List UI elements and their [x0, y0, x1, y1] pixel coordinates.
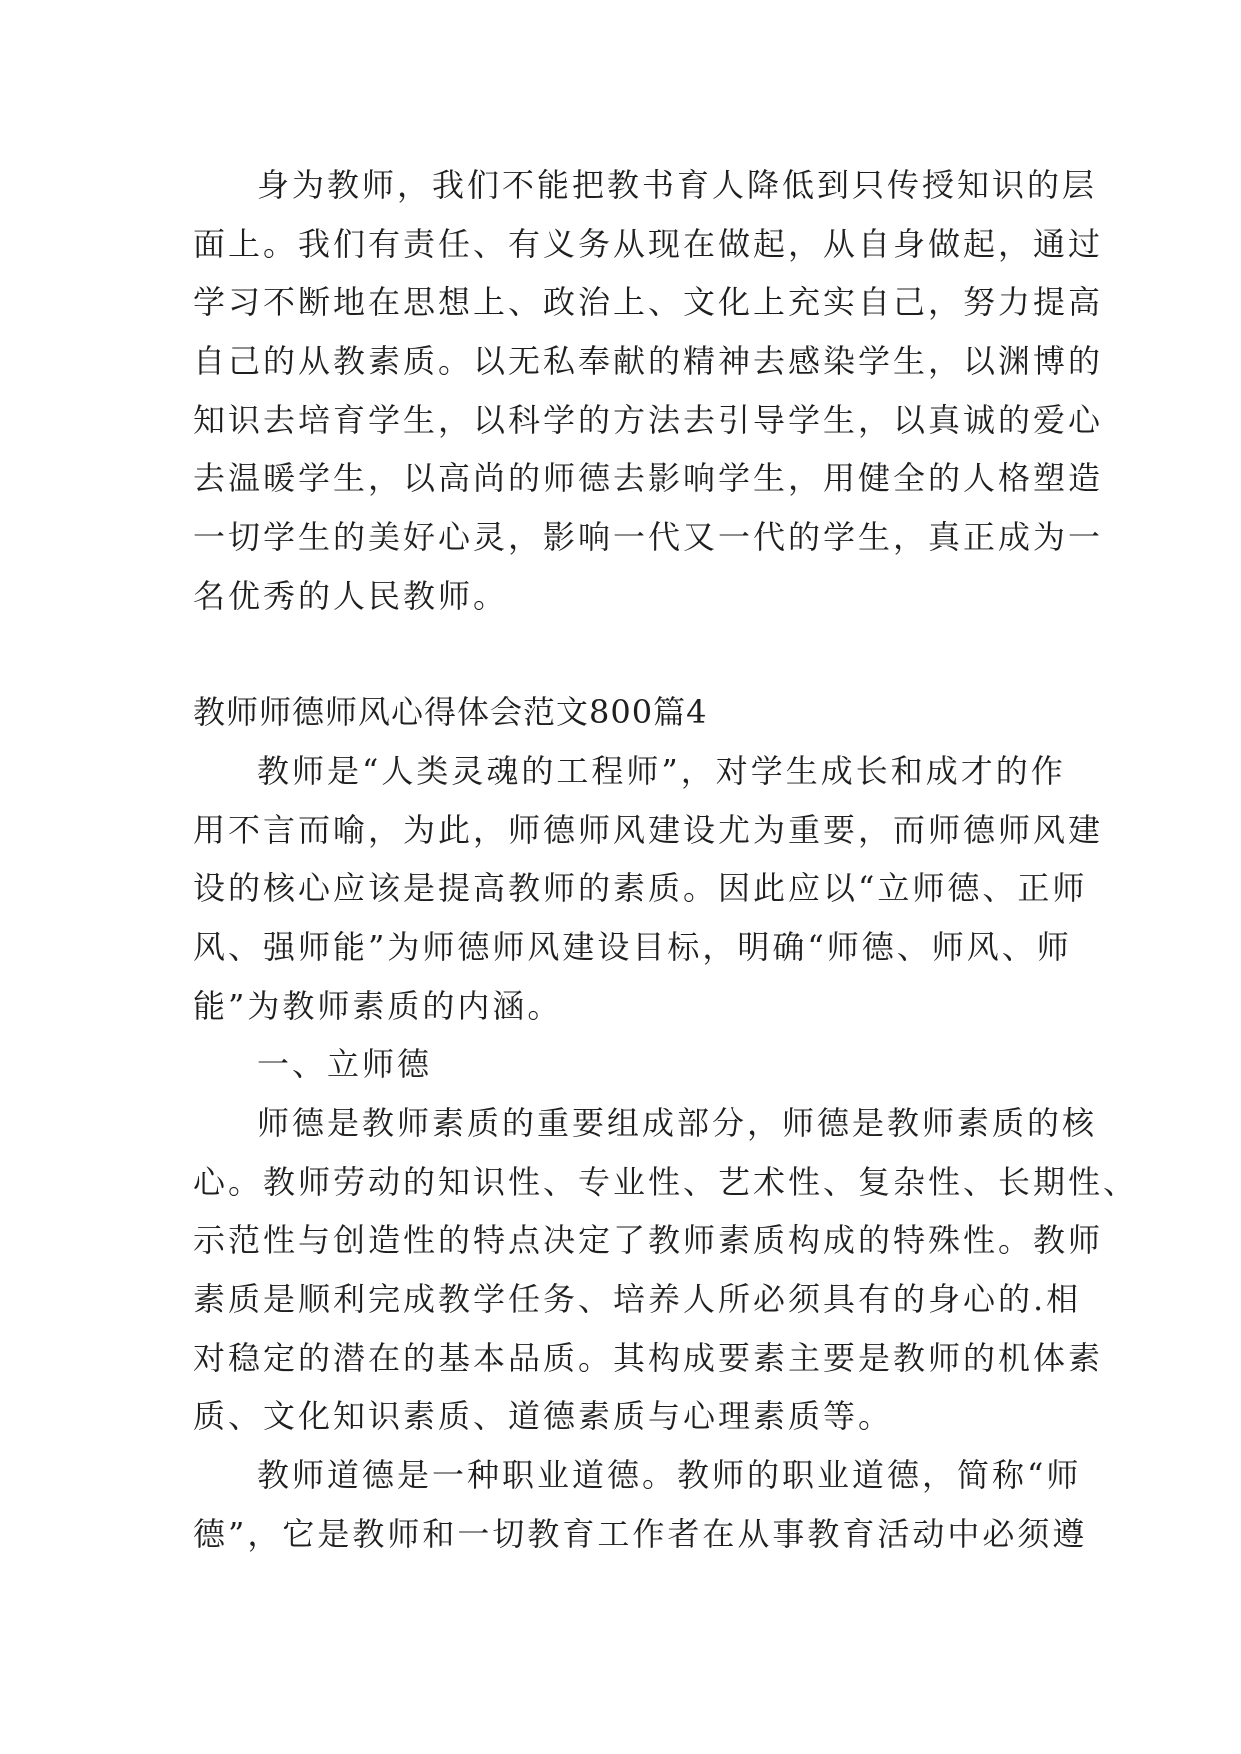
paragraph-line: 能”为教师素质的内涵。 [193, 987, 563, 1025]
paragraph-line: 素质是顺利完成教学任务、培养人所必须具有的身心的.相 [193, 1280, 1082, 1318]
paragraph-line: 身为教师，我们不能把教书育人降低到只传授知识的层 [257, 166, 1098, 204]
section-heading: 教师师德师风心得体会范文800篇4 [193, 693, 708, 731]
paragraph-line: 去温暖学生，以高尚的师德去影响学生，用健全的人格塑造 [193, 459, 1104, 497]
paragraph-line: 一切学生的美好心灵，影响一代又一代的学生，真正成为一 [193, 518, 1104, 556]
paragraph-line: 自己的从教素质。以无私奉献的精神去感染学生，以渊博的 [193, 342, 1104, 380]
paragraph-line: 名优秀的人民教师。 [193, 577, 509, 615]
paragraph-line: 面上。我们有责任、有义务从现在做起，从自身做起，通过 [193, 225, 1104, 263]
paragraph-line: 对稳定的潜在的基本品质。其构成要素主要是教师的机体素 [193, 1339, 1104, 1377]
paragraph-line: 师德是教师素质的重要组成部分，师德是教师素质的核 [257, 1104, 1098, 1142]
paragraph-line: 心。教师劳动的知识性、专业性、艺术性、复杂性、长期性、 [193, 1163, 1139, 1201]
paragraph-line: 教师是“人类灵魂的工程师”，对学生成长和成才的作 [257, 752, 1066, 790]
paragraph-line: 风、强师能”为师德师风建设目标，明确“师德、师风、师 [193, 928, 1072, 966]
paragraph-line: 德”，它是教师和一切教育工作者在从事教育活动中必须遵 [193, 1515, 1088, 1553]
paragraph-line: 质、文化知识素质、道德素质与心理素质等。 [193, 1397, 894, 1435]
paragraph-line: 用不言而喻，为此，师德师风建设尤为重要，而师德师风建 [193, 811, 1104, 849]
paragraph-line: 教师道德是一种职业道德。教师的职业道德，简称“师 [257, 1456, 1082, 1494]
paragraph-line: 学习不断地在思想上、政治上、文化上充实自己，努力提高 [193, 283, 1104, 321]
paragraph-line: 示范性与创造性的特点决定了教师素质构成的特殊性。教师 [193, 1221, 1104, 1259]
paragraph-line: 设的核心应该是提高教师的素质。因此应以“立师德、正师 [193, 869, 1088, 907]
paragraph-line: 知识去培育学生，以科学的方法去引导学生，以真诚的爱心 [193, 401, 1104, 439]
subheading: 一、立师德 [257, 1045, 433, 1083]
